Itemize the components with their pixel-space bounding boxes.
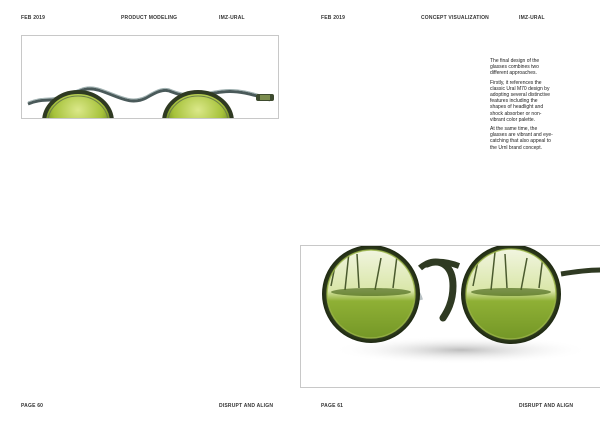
left-header-brand: IMZ-URAL (219, 15, 245, 21)
caption-paragraph-3: At the same time, the glasses are vibrant and eye-catching that also appeal to the Urnl brand concept. (490, 126, 553, 151)
left-header-section: PRODUCT MODELING (121, 15, 178, 21)
glasses-render-illustration (301, 246, 600, 387)
left-header-date: FEB 2019 (21, 15, 46, 21)
right-footer-page: PAGE 61 (321, 403, 344, 409)
glasses-render-image (300, 245, 600, 388)
concept-caption (490, 58, 554, 154)
right-header-date: FEB 2019 (321, 15, 346, 21)
glasses-model-illustration (22, 36, 278, 118)
caption-paragraph-2: Firstly, it references the classic Ural M70 design by adopting several distinctive features including the shapes of headlight and shock absorber or non-vibrant color palette. (490, 79, 551, 123)
right-footer-tagline: DISRUPT AND ALIGN (519, 403, 574, 409)
left-footer-tagline: DISRUPT AND ALIGN (219, 403, 274, 409)
glasses-model-image (21, 35, 279, 119)
right-header-section: CONCEPT VISUALIZATION (421, 15, 489, 21)
caption-paragraph-1: The final design of the glasses combines two different approaches. (490, 58, 540, 77)
right-header-brand: IMZ-URAL (519, 15, 545, 21)
left-footer-page: PAGE 60 (21, 403, 44, 409)
